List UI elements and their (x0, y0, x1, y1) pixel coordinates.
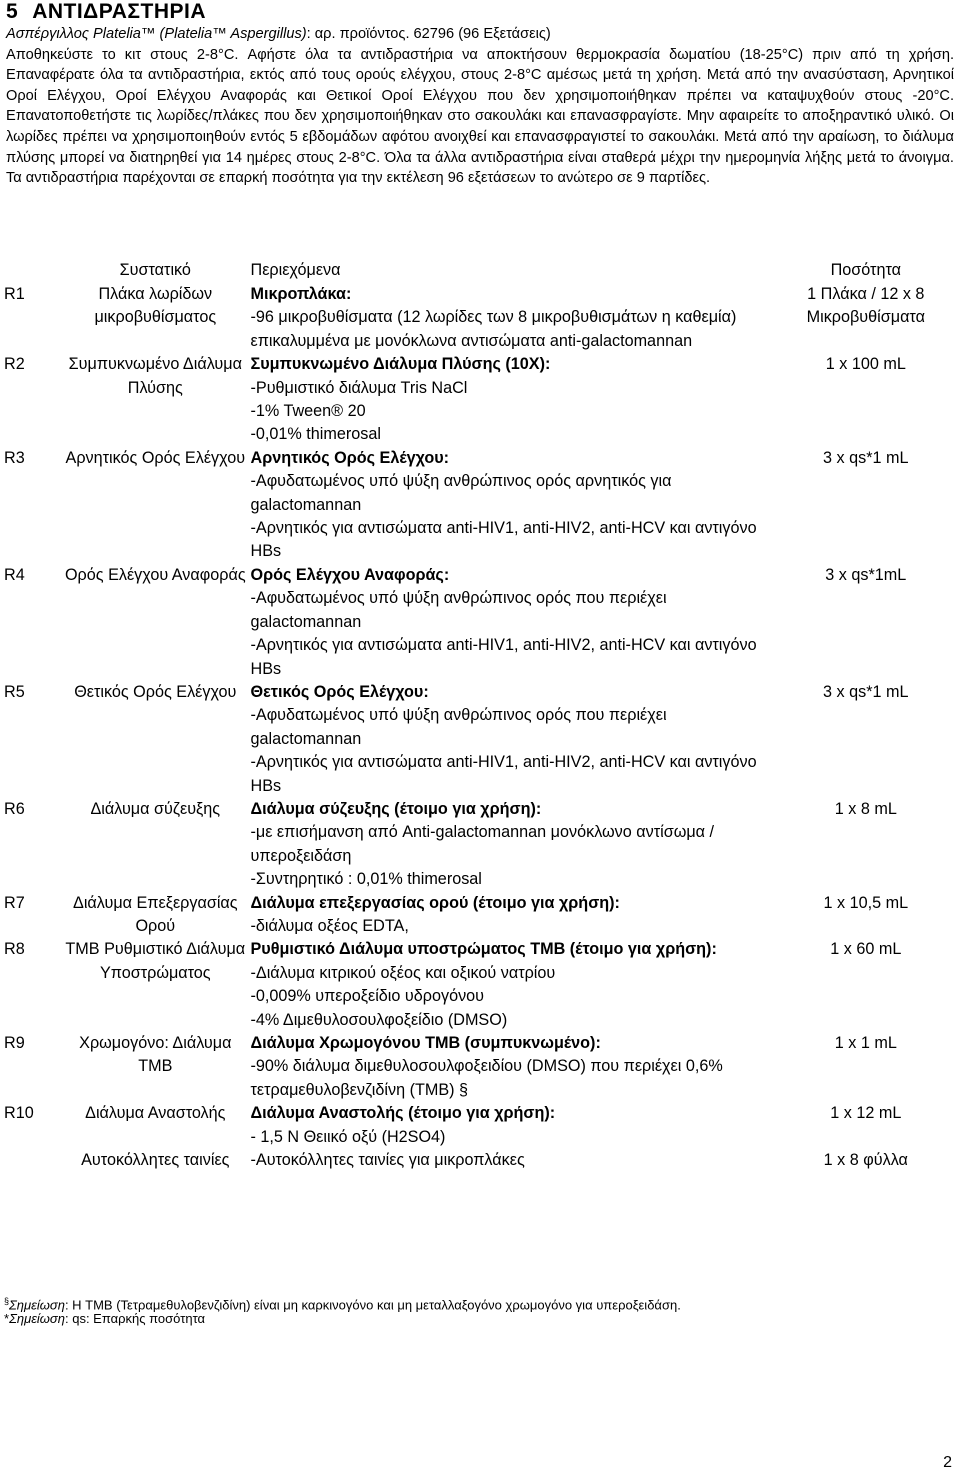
reagent-contents (251, 892, 776, 939)
section-title: ΑΝΤΙΔΡΑΣΤΗΡΙΑ (32, 0, 206, 23)
table-body (4, 283, 956, 1172)
contents-title: Διάλυμα Χρωμογόνου TMB (συμπυκνωμένο): (250, 1034, 601, 1052)
contents-line: -Αρνητικός για αντισώματα anti-HIV1, anti-HIV2, anti-HCV και αντιγόνο HBs (250, 519, 757, 561)
reagent-contents (251, 1032, 776, 1102)
reagent-contents (251, 564, 776, 681)
header-id (4, 259, 60, 283)
reagent-id: R7 (4, 893, 25, 912)
reagent-name: Διάλυμα Επεξεργασίας Ορού (73, 893, 238, 935)
table-row (4, 447, 956, 564)
header-component: Συστατικό (119, 261, 191, 279)
table-row (4, 1149, 956, 1172)
table-row (4, 564, 956, 681)
reagent-quantity: 1 x 1 mL (834, 1034, 897, 1052)
contents-line: -Αφυδατωμένος υπό ψύξη ανθρώπινος ορός που περιέχει galactomannan (250, 706, 667, 748)
product-name: Ασπέργιλλος Platelia™ (Platelia™ Aspergillus) (6, 26, 307, 42)
page-number: 2 (943, 1454, 952, 1471)
reagent-name: Διάλυμα σύζευξης (90, 799, 221, 818)
reagent-quantity: 3 x qs*1mL (825, 565, 907, 584)
contents-line: -Αρνητικός για αντισώματα anti-HIV1, anti-HIV2, anti-HCV και αντιγόνο HBs (250, 753, 757, 795)
reagent-name: Θετικός Ορός Ελέγχου (74, 682, 237, 701)
reagent-id (4, 1149, 60, 1172)
reagent-contents (251, 1149, 776, 1172)
reagent-id: R5 (4, 682, 25, 701)
contents-line: -1% Tween® 20 (250, 402, 366, 421)
table-row (4, 938, 956, 1032)
contents-line: -διάλυμα οξέος EDTA, (250, 916, 409, 935)
table-row (4, 1102, 956, 1149)
footnote-label: Σημείωση (9, 1311, 65, 1326)
product-code: : αρ. προϊόντος. 62796 (96 Εξετάσεις) (306, 26, 551, 42)
table-row (4, 353, 956, 447)
contents-line: -4% Διμεθυλοσουλφοξείδιο (DMSO) (250, 1010, 508, 1029)
reagent-name: Αρνητικός Ορός Ελέγχου (65, 448, 246, 467)
reagent-name: Συμπυκνωμένο Διάλυμα Πλύσης (68, 355, 242, 397)
contents-title: Διάλυμα επεξεργασίας ορού (έτοιμο για χρήση): (250, 893, 620, 912)
contents-line: -Αφυδατωμένος υπό ψύξη ανθρώπινος ορός που περιέχει galactomannan (250, 589, 667, 631)
reagent-contents (251, 353, 776, 447)
reagent-quantity: 1 x 8 φύλλα (823, 1151, 908, 1170)
reagent-quantity: 1 x 100 mL (825, 355, 906, 374)
footnote-qs (4, 1309, 205, 1328)
reagent-name: Ορός Ελέγχου Αναφοράς (64, 565, 246, 584)
table-row (4, 1032, 956, 1102)
reagent-id: R10 (4, 1104, 34, 1123)
contents-title: Ρυθμιστικό Διάλυμα υποστρώματος TMB (έτοιμο για χρήση): (250, 940, 717, 959)
reagent-quantity: 1 x 12 mL (830, 1104, 902, 1123)
contents-line: -Αρνητικός για αντισώματα anti-HIV1, anti-HIV2, anti-HCV και αντιγόνο HBs (250, 636, 757, 678)
reagent-id: R9 (4, 1034, 25, 1052)
header-contents: Περιεχόμενα (250, 261, 341, 279)
section-number: 5 (6, 0, 19, 23)
reagent-id: R6 (4, 799, 25, 818)
contents-line: -Διάλυμα κιτρικού οξέος και οξικού νατρίου (250, 963, 556, 982)
reagent-id: R2 (4, 355, 25, 374)
reagent-quantity: 3 x qs*1 mL (823, 682, 909, 701)
reagent-quantity: 1 x 10,5 mL (823, 893, 909, 912)
reagent-contents (251, 283, 776, 353)
contents-title: Θετικός Ορός Ελέγχου: (250, 682, 429, 701)
reagent-contents (251, 938, 776, 1032)
section-heading (6, 0, 206, 24)
contents-title: Μικροπλάκα: (250, 285, 352, 303)
contents-line: -Αυτοκόλλητες ταινίες για μικροπλάκες (250, 1151, 525, 1170)
footnote-text: : Η TMB (Τετραμεθυλοβενζιδίνη) είναι μη καρκινογόνο και μη μεταλλαξογόνο χρωμογόνο για υπεροξειδάση. (64, 1297, 681, 1313)
table-row (4, 892, 956, 939)
reagent-name: Χρωμογόνο: Διάλυμα TMB (79, 1034, 232, 1076)
footnote-mark: * (4, 1311, 10, 1326)
contents-line: -0,009% υπεροξείδιο υδρογόνου (250, 987, 485, 1006)
contents-line: -Αφυδατωμένος υπό ψύξη ανθρώπινος ορός αρνητικός για galactomannan (250, 472, 672, 514)
reagent-name: Διάλυμα Αναστολής (85, 1104, 226, 1123)
footnote-mark: § (4, 1296, 10, 1306)
table-row (4, 798, 956, 892)
reagent-contents (251, 798, 776, 892)
reagent-contents (251, 447, 776, 564)
reagent-quantity: 1 x 8 mL (834, 799, 897, 818)
reagent-id: R8 (4, 940, 25, 959)
footnote-label: Σημείωση (9, 1297, 65, 1313)
reagent-quantity: 1 Πλάκα / 12 x 8 Μικροβυθίσματα (806, 285, 925, 327)
contents-line: -με επισήμανση από Anti-galactomannan μονόκλωνο αντίσωμα / υπεροξειδάση (250, 823, 715, 865)
contents-line: - 1,5 N Θειικό οξύ (H2SO4) (250, 1127, 446, 1146)
table-row (4, 681, 956, 798)
reagent-contents (251, 681, 776, 798)
intro-paragraph (6, 24, 954, 189)
contents-title: Αρνητικός Ορός Ελέγχου: (250, 448, 450, 467)
footnote-text: : qs: Επαρκής ποσότητα (64, 1311, 206, 1326)
contents-title: Ορός Ελέγχου Αναφοράς: (250, 565, 450, 584)
contents-line: -Συντηρητικό : 0,01% thimerosal (250, 870, 482, 889)
table-header-row (4, 259, 956, 283)
contents-title: Διάλυμα Αναστολής (έτοιμο για χρήση): (250, 1104, 556, 1123)
contents-title: Διάλυμα σύζευξης (έτοιμο για χρήση): (250, 799, 542, 818)
reagent-name: Πλάκα λωρίδων μικροβυθίσματος (94, 285, 217, 327)
reagent-contents (251, 1102, 776, 1149)
contents-line: -Ρυθμιστικό διάλυμα Tris NaCl (250, 378, 468, 397)
contents-line: -96 μικροβυθίσματα (12 λωρίδες των 8 μικροβυθισμάτων η καθεμία) επικαλυμμένα με μονόκλωνα αντισώματα anti-galactomannan (250, 308, 737, 350)
reagent-quantity: 1 x 60 mL (830, 940, 902, 959)
reagent-id: R4 (4, 565, 25, 584)
header-quantity: Ποσότητα (830, 261, 901, 279)
contents-line: -90% διάλυμα διμεθυλοσουλφοξειδίου (DMSO) που περιέχει 0,6% τετραμεθυλοβενζιδίνη (TMB) § (250, 1057, 723, 1099)
reagents-table (4, 259, 956, 1172)
contents-title: Συμπυκνωμένο Διάλυμα Πλύσης (10X): (250, 355, 551, 374)
storage-instructions: Αποθηκεύστε το κιτ στους 2-8°C. Αφήστε όλα τα αντιδραστήρια να αποκτήσουν θερμοκρασία δωματίου (18-25°C) πριν από τη χρήση. Επαναφέρατε όλα τα αντιδραστήρια, εκτός από τους ορούς ελέγχου, στους 2-8°C αμέσως μετά τη χρήση. Μετά από την ανασύσταση, Αρνητικοί Οροί Ελέγχου, Οροί Ελέγχου Αναφοράς και Θετικοί Οροί Ελέγχου που δεν χρησιμοποιήθηκαν πρέπει να καταψυχθούν στους -20°C. Επανατοποθετήστε τις λωρίδες/πλάκες που δεν χρησιμοποιήθηκαν στο σακουλάκι και επανασφραγίστε. Μην αφαιρείτε το αποξηραντικό υλικό. Οι λωρίδες πρέπει να χρησιμοποιηθούν εντός 5 εβδομάδων αφότου ανοιχθεί και επανασφραγιστεί το σακουλάκι. Μετά από την αραίωση, το διάλυμα πλύσης μπορεί να διατηρηθεί για 14 ημέρες στους 2-8°C. Όλα τα άλλα αντιδραστήρια είναι σταθερά μέχρι την ημερομηνία λήξης μετά το άνοιγμα. Τα αντιδραστήρια παρέχονται σε επαρκή ποσότητα για την εκτέλεση 96 εξετάσεων το ανώτερο σε 9 παρτίδες. (6, 46, 954, 187)
reagent-quantity: 3 x qs*1 mL (823, 448, 909, 467)
reagent-name: Αυτοκόλλητες ταινίες (81, 1151, 230, 1170)
contents-line: -0,01% thimerosal (250, 425, 381, 444)
reagent-id: R1 (4, 285, 25, 303)
reagent-id: R3 (4, 448, 25, 467)
reagent-name: TMB Ρυθμιστικό Διάλυμα Υποστρώματος (65, 940, 246, 982)
table-row (4, 283, 956, 353)
